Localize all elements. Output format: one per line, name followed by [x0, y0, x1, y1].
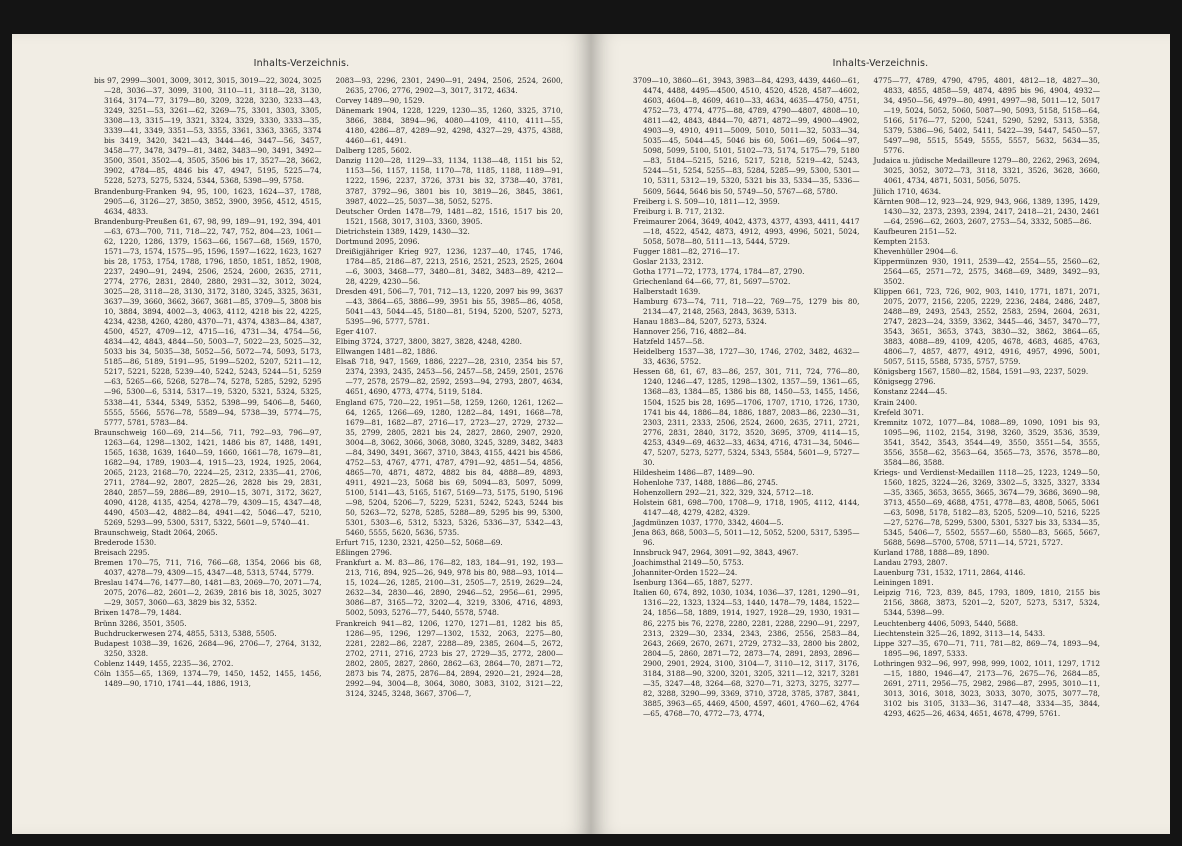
- index-entry: Freiburg i. B. 717, 2132.: [633, 206, 725, 216]
- right-page: [591, 34, 1170, 834]
- index-entry: Hanau 1883—84, 5207, 5273, 5324.: [633, 317, 767, 327]
- index-entry: Heidelberg 1537—38, 1727—30, 1746, 2702, 3482, 4632—33, 4636, 5752.: [633, 347, 860, 367]
- index-entry: Eßlingen 2796.: [335, 548, 392, 558]
- right-running-head: Inhalts-Verzeichnis.: [832, 58, 929, 69]
- index-entry: Leuchtenberg 4406, 5093, 5440, 5688.: [873, 618, 1019, 628]
- index-entry: Khevenhüller 2904—6.: [873, 246, 959, 256]
- index-entry: Erfurt 715, 1230, 2321, 4250—52, 5068—69.: [335, 538, 503, 548]
- index-entry: Kärnten 908—12, 923—24, 929, 943, 966, 1389, 1395, 1429, 1430—32, 2373, 2393, 2394, 2417, 2418—21, 2430, 2461—64, 2596—62, 2603, 2607, 2753—54, 3332, 5085—86.: [873, 196, 1100, 226]
- index-entry: Dreißigjähriger Krieg 927, 1236, 1237—40, 1745, 1746, 1784—85, 2186—87, 2213, 2516, 2521, 2523, 2525, 2604—6, 3003, 3468—77, 3480—81, 3482, 3483—89, 4212—28, 4229, 4230—56.: [335, 246, 563, 286]
- index-entry: Liechtenstein 325—26, 1892, 3113—14, 5433.: [873, 628, 1046, 638]
- index-entry: Braunschweig 160—69, 214—56, 711, 792—93, 796—97, 1263—64, 1298—1302, 1421, 1486 bis 87, 1488, 1491, 1565, 1638, 1639, 1640—59, 1660, 1661—78, 1679—81, 1682—94, 1789, 1903—4, 1915—23, 1924, 1925, 2064, 2065, 2123, 2168—70, 2224—25, 2312, 2335—41, 2706, 2711, 2784—92, 2807, 2825—26, 2828 bis 29, 2831, 2840, 2857—59, 2886—89, 2910—15, 3071, 3172, 3627, 4090, 4128, 4135, 4254, 4278—79, 4309—15, 4347—48, 4490, 4503—42, 4882—84, 4941—42, 5046—47, 5210, 5269, 5293—99, 5300, 5317, 5322, 5601—9, 5740—41.: [94, 427, 322, 528]
- index-entry: Klippen 661, 723, 726, 902, 903, 1410, 1771, 1871, 2071, 2075, 2077, 2156, 2205, 2229, 2236, 2484, 2486, 2487, 2488—89, 2493, 2543, 2552, 2583, 2594, 2604, 2631, 2747, 2823—24, 3359, 3362, 3445—46, 3457, 3470—77, 3543, 3651, 3653, 3743, 3830—32, 3862, 3864—65, 3883, 4088—89, 4109, 4205, 4678, 4683, 4685, 4763, 4806—7, 4857, 4877, 4912, 4916, 4957, 4996, 5001, 5057, 5115, 5588, 5735, 5757, 5759.: [873, 286, 1100, 367]
- index-entry: Kippermünzen 930, 1911, 2539—42, 2554—55, 2560—62, 2564—65, 2571—72, 2575, 3468—69, 3489, 3492—93, 3502.: [873, 256, 1100, 286]
- index-entry: Lothringen 932—96, 997, 998, 999, 1002, 1011, 1297, 1712—15, 1880, 1946—47, 2173—76, 2675—76, 2684—85, 2691, 2711, 2956—75, 2982, 2986—87, 2995, 3010—11, 3013, 3016, 3018, 3023, 3033, 3070, 3075, 3077—78, 3102 bis 3105, 3133—36, 3147—48, 3334—35, 3844, 4293, 4625—26, 4634, 4651, 4678, 4799, 5761.: [873, 658, 1100, 718]
- index-entry: Fugger 1881—82, 2716—17.: [633, 246, 740, 256]
- left-column-1: [94, 76, 322, 806]
- index-entry: Landau 2793, 2807.: [873, 558, 948, 568]
- index-entry: Danzig 1120—28, 1129—33, 1134, 1138—48, 1151 bis 52, 1153—56, 1157, 1158, 1170—78, 1185, 1188, 1189—91, 1222, 1596, 2237, 3726, 3731 bis 32, 3738—40, 3781, 3787, 3792—96, 3801 bis 10, 3819—26, 3845, 3861, 3987, 4022—25, 5037—38, 5052, 5275.: [335, 156, 563, 206]
- index-entry: Gotha 1771—72, 1773, 1774, 1784—87, 2790.: [633, 266, 805, 276]
- index-entry: Brederode 1530.: [94, 538, 157, 548]
- index-entry: Jagdmünzen 1037, 1770, 3342, 4604—5.: [633, 518, 784, 528]
- index-entry: Königsberg 1567, 1580—82, 1584, 1591—93, 2237, 5029.: [873, 367, 1089, 377]
- index-entry: Hildesheim 1486—87, 1489—90.: [633, 467, 755, 477]
- index-entry: Hohenzollern 292—21, 322, 329, 324, 5712—18.: [633, 487, 814, 497]
- index-entry: Hannover 256, 716, 4882—84.: [633, 327, 747, 337]
- index-entry: 2083—93, 2296, 2301, 2490—91, 2494, 2506, 2524, 2600, 2635, 2706, 2776, 2902—3, 3017, 3172, 4634.: [335, 76, 563, 96]
- index-entry: Goslar 2133, 2312.: [633, 256, 704, 266]
- index-entry: Frankreich 941—82, 1206, 1270, 1271—81, 1282 bis 85, 1286—95, 1296, 1297—1302, 1532, 2063, 2275—80, 2281, 2282—86, 2287, 2288—89, 2385, 2604—5, 2672, 2702, 2711, 2716, 2723 bis 27, 2729—35, 2772, 2800—2802, 2805, 2827, 2860, 2862—63, 2864—70, 2871—72, 2873 bis 74, 2875, 2876—84, 2894, 2920—21, 2924—28, 2992—94, 3004—8, 3064, 3080, 3083, 3102, 3121—22, 3124, 3245, 3248, 3667, 3706—7,: [335, 618, 563, 698]
- right-column-1: [633, 76, 860, 806]
- index-entry: Freiberg i. S. 509—10, 1811—12, 3959.: [633, 196, 780, 206]
- left-column-2: [336, 76, 564, 806]
- index-entry: Elbing 3724, 3727, 3800, 3827, 3828, 4248, 4280.: [335, 337, 522, 347]
- index-entry: Coblenz 1449, 1455, 2235—36, 2702.: [94, 658, 234, 668]
- index-entry: Leipzig 716, 723, 839, 845, 1793, 1809, 1810, 2155 bis 2156, 3868, 3873, 5201—2, 5207, 5273, 5317, 5324, 5344, 5398—99.: [873, 588, 1100, 618]
- left-running-head: Inhalts-Verzeichnis.: [253, 58, 350, 69]
- index-entry: Eger 4107.: [335, 327, 377, 337]
- index-entry: Brixen 1478—79, 1484.: [94, 608, 182, 618]
- right-columns: [633, 76, 1100, 806]
- index-entry: Hohenlohe 737, 1488, 1886—86, 2745.: [633, 477, 778, 487]
- book-spread: [12, 34, 1170, 834]
- index-entry: Ellwangen 1481—82, 1886.: [335, 347, 438, 357]
- index-entry: Deutscher Orden 1478—79, 1481—82, 1516, 1517 bis 20, 1521, 1568, 3017, 3103, 3360, 3905.: [335, 206, 563, 226]
- index-entry: Dresden 491, 506—7, 701, 712—13, 1220, 2097 bis 99, 3637—43, 3864—65, 3886—99, 3951 bis 55, 3985—86, 4058, 5041—43, 5044—45, 5180—81, 5194, 5200, 5207, 5273, 5395—96, 5777, 5781.: [335, 286, 563, 327]
- index-entry: Kriegs- und Verdienst-Medaillen 1118—25, 1223, 1249—50, 1560, 1825, 3224—26, 3269, 3302—5, 3325, 3327, 3334—35, 3365, 3653, 3655, 3665, 3674—79, 3686, 3690—98, 3713, 4550—69, 4688, 4751, 4778—83, 4808, 5065, 5061—63, 5098, 5178, 5182—83, 5205, 5209—10, 5216, 5225—27, 5276—78, 5299, 5300, 5301, 5327 bis 33, 5334—35, 5345, 5406—7, 5502, 5557—60, 5580—83, 5665, 5667, 5688, 5698—5700, 5708, 5711—14, 5721, 5727.: [873, 467, 1100, 548]
- index-entry: Budapest 1038—39, 1626, 2684—96, 2706—7, 2764, 3132, 3250, 3328.: [94, 638, 322, 658]
- index-entry: Dalberg 1285, 5602.: [335, 146, 412, 156]
- index-entry: Kempten 2153.: [873, 236, 930, 246]
- index-entry: Lauenburg 731, 1532, 1711, 2864, 4146.: [873, 568, 1026, 578]
- index-entry: Brandenburg-Preußen 61, 67, 98, 99, 189—91, 192, 394, 401—63, 673—700, 711, 718—22, 747, 752, 804—23, 1061—62, 1220, 1286, 1379, 1563—66, 1567—68, 1569, 1570, 1571—73, 1574, 1575—95, 1596, 1597—1622, 1623, 1627 bis 28, 1753, 1754, 1788, 1796, 1850, 1851, 1852, 1908, 2237, 2490—91, 2494, 2506, 2524, 2600, 2635, 2711, 2774, 2776, 2831, 2840, 2880, 2931—32, 3012, 3024, 3025—28, 3118—28, 3130, 3172, 3180, 3245, 3325, 3631, 3637—39, 3660, 3662, 3667, 3681—85, 3709—5, 3808 bis 10, 3884, 3894, 4002—3, 4063, 4112, 4218 bis 22, 4225, 4234, 4238, 4260, 4280, 4370—71, 4374, 4383—84, 4387, 4500, 4527, 4709—12, 4715—16, 4731—34, 4754—56, 4834—42, 4843, 4844—50, 5003—7, 5022—23, 5025—32, 5033 bis 34, 5035—38, 5052—56, 5072—74, 5093, 5173, 5185—86, 5189, 5191—95, 5199—5202, 5207, 5211—12, 5217, 5221, 5228, 5239—40, 5242, 5243, 5244—51, 5259—63, 5265—66, 5268, 5278—74, 5278, 5285, 5292, 5295—96, 5300—6, 5314, 5317—19, 5320, 5321, 5324, 5325, 5338—41, 5344, 5349, 5352, 5398—99, 5406—8, 5460, 5555, 5566, 5576—78, 5589—94, 5738—39, 5774—75, 5777, 5781, 5783—84.: [94, 216, 322, 427]
- index-entry: Johanniter-Orden 1522—24.: [633, 568, 738, 578]
- index-entry: Kurland 1788, 1888—89, 1890.: [873, 548, 990, 558]
- index-entry: Judaica u. jüdische Medailleure 1279—80, 2262, 2963, 2694, 3025, 3052, 3072—73, 3118, 3321, 3526, 3628, 3660, 4061, 4734, 4871, 5031, 5056, 5075.: [873, 156, 1100, 186]
- index-entry: Halberstadt 1639.: [633, 286, 701, 296]
- left-columns: [94, 76, 563, 806]
- index-entry: Brünn 3286, 3501, 3505.: [94, 618, 187, 628]
- index-entry: Hamburg 673—74, 711, 718—22, 769—75, 1279 bis 80, 2134—47, 2148, 2563, 2843, 3639, 5313.: [633, 297, 860, 317]
- index-entry: Dänemark 1904, 1228, 1229, 1230—35, 1260, 3325, 3710, 3866, 3884, 3894—96, 4080—4109, 4110, 4111—55, 4180, 4286—87, 4289—92, 4298, 4327—29, 4375, 4388, 4460—61, 4491.: [335, 106, 563, 146]
- index-entry: Isenburg 1364—65, 1887, 5277.: [633, 578, 753, 588]
- left-page: [12, 34, 591, 834]
- index-entry: Bremen 170—75, 711, 716, 766—68, 1354, 2066 bis 68, 4037, 4278—79, 4309—15, 4347—48, 5313, 5744, 5779.: [94, 558, 322, 578]
- index-entry: Lippe 327—35, 670—71, 711, 781—82, 869—74, 1893—94, 1895—96, 1897, 5333.: [873, 638, 1100, 658]
- index-entry: Kaufbeuren 2151—52.: [873, 226, 957, 236]
- index-entry: England 675, 720—22, 1951—58, 1259, 1260, 1261, 1262—64, 1265, 1266—69, 1280, 1282—84, 1491, 1668—78, 1679—81, 1682—87, 2716—17, 2723—27, 2729, 2732—35, 2799, 2805, 2821 bis 24, 2827, 2860, 2907, 2920, 3004—8, 3062, 3066, 3068, 3080, 3245, 3289, 3482, 3483—84, 3490, 3491, 3667, 3710, 3843, 4155, 4421 bis 4586, 4752—53, 4767, 4771, 4787, 4791—92, 4851—54, 4856, 4865—70, 4871, 4872, 4882 bis 84, 4888—89, 4893, 4911, 4921—23, 5068 bis 69, 5094—83, 5097, 5099, 5100, 5141—43, 5165, 5167, 5169—73, 5175, 5190, 5196—98, 5204, 5206—7, 5229, 5231, 5242, 5243, 5244 bis 50, 5263—72, 5278, 5285, 5288—89, 5295 bis 99, 5300, 5301, 5303—6, 5312, 5323, 5326, 5336—37, 5342—43, 5460, 5555, 5620, 5636, 5735.: [335, 397, 563, 538]
- index-entry: Jülich 1710, 4634.: [873, 186, 941, 196]
- index-entry: Holstein 681, 698—700, 1708—9, 1718, 1905, 4112, 4144, 4147—48, 4279, 4282, 4329.: [633, 497, 860, 518]
- index-entry: Breslau 1474—76, 1477—80, 1481—83, 2069—70, 2071—74, 2075, 2076—82, 2601—2, 2639, 2816 bis 18, 3025, 3027—29, 3057, 3060—63, 3829 bis 32, 5352.: [94, 578, 322, 608]
- index-entry: Hatzfeld 1457—58.: [633, 337, 705, 347]
- index-entry: Krefeld 3071.: [873, 407, 924, 417]
- index-entry: bis 97, 2999—3001, 3009, 3012, 3015, 3019—22, 3024, 3025—28, 3036—37, 3099, 3100, 3110—11, 3118—28, 3130, 3164, 3174—77, 3179—80, 3209, 3228, 3230, 3233—43, 3249, 3251—53, 3261—62, 3269—75, 3301, 3303, 3305, 3308—13, 3315—19, 3321, 3324, 3329, 3330, 3333—35, 3339—41, 3349, 3351—53, 3355, 3361, 3363, 3365, 3374 bis 3419, 3420, 3421—43, 3444—46, 3447—56, 3457, 3458—77, 3478, 3479—81, 3482, 3483—90, 3491, 3492—3500, 3501, 3502—4, 3505, 3506 bis 17, 3527—28, 3662, 3902, 4784—85, 4846 bis 47, 4947, 5195, 5225—74, 5228, 5273, 5275, 5324, 5344, 5368, 5398—99, 5758.: [94, 76, 322, 186]
- index-entry: Königsegg 2796.: [873, 377, 936, 387]
- index-entry: Braunschweig, Stadt 2064, 2065.: [94, 528, 218, 538]
- index-entry: Freimaurer 2064, 3649, 4042, 4373, 4377, 4393, 4411, 4417—18, 4522, 4542, 4873, 4912, 4993, 4996, 5021, 5024, 5058, 5078—80, 5111—13, 5444, 5729.: [633, 216, 860, 246]
- index-entry: Krain 2400.: [873, 397, 918, 407]
- index-entry: Joachimsthal 2149—50, 5753.: [633, 558, 744, 568]
- index-entry: 3709—10, 3860—61, 3943, 3983—84, 4293, 4439, 4460—61, 4474, 4488, 4495—4500, 4510, 4520, 4528, 4587—4602, 4603, 4604—8, 4609, 4610—33, 4634, 4635—4750, 4751, 4752—73, 4774, 4775—88, 4789, 4790—4807, 4808—10, 4811—42, 4843, 4844—70, 4871, 4872—99, 4900—4902, 4903—9, 4910, 4911—5009, 5010, 5011—32, 5033—34, 5035—45, 5044—45, 5046 bis 60, 5061—69, 5064—97, 5098, 5099, 5100, 5101, 5102—73, 5174, 5175—79, 5180—83, 5184—5215, 5216, 5217, 5218, 5219—42, 5243, 5244—51, 5254, 5255—83, 5284, 5285—99, 5300, 5301—10, 5311, 5312—19, 5320, 5321 bis 33, 5334—35, 5336—5609, 5644, 5646 bis 50, 5749—50, 5767—68, 5780.: [633, 76, 860, 196]
- index-entry: Kremnitz 1072, 1077—84, 1088—89, 1090, 1091 bis 93, 1095—96, 1102, 2154, 3198, 3260, 3529, 3536, 3539, 3541, 3542, 3543, 3544—49, 3550, 3551—54, 3555, 3556, 3558—62, 3563—64, 3565—73, 3576, 3578—80, 3584—86, 3588.: [873, 417, 1100, 467]
- index-entry: Leiningen 1891.: [873, 578, 934, 588]
- index-entry: Hessen 68, 61, 67, 83—86, 257, 301, 711, 724, 776—80, 1240, 1246—47, 1285, 1298—1302, 1357—59, 1361—65, 1368—83, 1384—85, 1386 bis 88, 1450—53, 1455, 1456, 1504, 1525 bis 28, 1695—1706, 1707, 1710, 1726, 1730, 1741 bis 44, 1886—84, 1886, 1887, 2083—86, 2230—31, 2303, 2311, 2333, 2506, 2524, 2600, 2635, 2711, 2721, 2776, 2831, 2840, 3172, 3520, 3695, 3709, 4114—15, 4253, 4349—69, 4632—33, 4634, 4716, 4731—34, 5046—47, 5207, 5273, 5277, 5324, 5343, 5584, 5601—9, 5727—30.: [633, 367, 860, 467]
- index-entry: Buchdruckerwesen 274, 4855, 5313, 5388, 5505.: [94, 628, 277, 638]
- index-entry: 4775—77, 4789, 4790, 4795, 4801, 4812—18, 4827—30, 4833, 4855, 4858—59, 4874, 4895 bis 96, 4904, 4932—34, 4950—56, 4979—80, 4991, 4997—98, 5011—12, 5017—19, 5024, 5052, 5060, 5087—90, 5093, 5158, 5158—64, 5166, 5176—77, 5200, 5241, 5290, 5292, 5313, 5358, 5379, 5386—96, 5402, 5411, 5422—39, 5447, 5450—57, 5497—98, 5515, 5549, 5555, 5557, 5632, 5634—35, 5776.: [873, 76, 1100, 156]
- index-entry: Dietrichstein 1389, 1429, 1430—32.: [335, 226, 470, 236]
- index-entry: Breisach 2295.: [94, 548, 150, 558]
- index-entry: Cöln 1355—65, 1369, 1374—79, 1450, 1452, 1455, 1456, 1489—90, 1710, 1741—44, 1886, 1913,: [94, 668, 322, 688]
- index-entry: Jena 863, 868, 5003—5, 5011—12, 5052, 5200, 5317, 5395—96.: [633, 528, 860, 548]
- right-column-2: [874, 76, 1101, 806]
- index-entry: Innsbruck 947, 2964, 3091—92, 3843, 4967.: [633, 548, 799, 558]
- index-entry: Konstanz 2244—45.: [873, 387, 948, 397]
- index-entry: Brandenburg-Franken 94, 95, 100, 1623, 1624—37, 1788, 2905—6, 3126—27, 3850, 3852, 3900, 3956, 4512, 4515, 4634, 4833.: [94, 186, 322, 216]
- index-entry: Italien 60, 674, 892, 1030, 1034, 1036—37, 1281, 1290—91, 1316—22, 1323, 1324—53, 1440, 1478—79, 1484, 1522—24, 1856—58, 1889, 1914, 1927, 1928—29, 1930, 1931—86, 2275 bis 76, 2278, 2280, 2281, 2288, 2290—91, 2297, 2313, 2329—30, 2334, 2343, 2386, 2556, 2583—84, 2643, 2669, 2670, 2671, 2729, 2732—33, 2800 bis 2802, 2804—5, 2860, 2871—72, 2873—74, 2891, 2893, 2896—2900, 2901, 2924, 3100, 3104—7, 3110—12, 3117, 3176, 3184, 3188—90, 3200, 3201, 3205, 3211—12, 3217, 3281—35, 3247—48, 3264—68, 3270—71, 3273, 3275, 3277—82, 3288, 3290—99, 3369, 3710, 3728, 3785, 3787, 3841, 3885, 3963—65, 4469, 4500, 4597, 4601, 4760—62, 4764—65, 4768—70, 4772—73, 4774,: [633, 588, 860, 718]
- index-entry: Corvey 1489—90, 1529.: [335, 96, 425, 106]
- index-entry: Frankfurt a. M. 83—86, 176—82, 183, 184—91, 192, 193—213, 716, 894, 925—26, 949, 978 bis 80, 988—93, 1014—15, 1024—26, 1285, 2100—31, 2505—7, 2519, 2629—24, 2632—34, 2830—46, 2890, 2946—52, 2956—61, 2995, 3086—87, 3165—72, 3202—4, 3219, 3306, 4716, 4893, 5002, 5093, 5276—77, 5440, 5578, 5748.: [335, 558, 563, 618]
- index-entry: Dortmund 2095, 2096.: [335, 236, 420, 246]
- index-entry: Griechenland 64—66, 77, 81, 5697—5702.: [633, 276, 791, 286]
- index-entry: Elsaß 718, 947, 1569, 1886, 2227—28, 2310, 2354 bis 57, 2374, 2393, 2435, 2453—56, 2457—58, 2459, 2501, 2576—77, 2578, 2579—82, 2592, 2593—94, 2793, 2807, 4634, 4651, 4690, 4773, 4774, 5119, 5184.: [335, 357, 563, 397]
